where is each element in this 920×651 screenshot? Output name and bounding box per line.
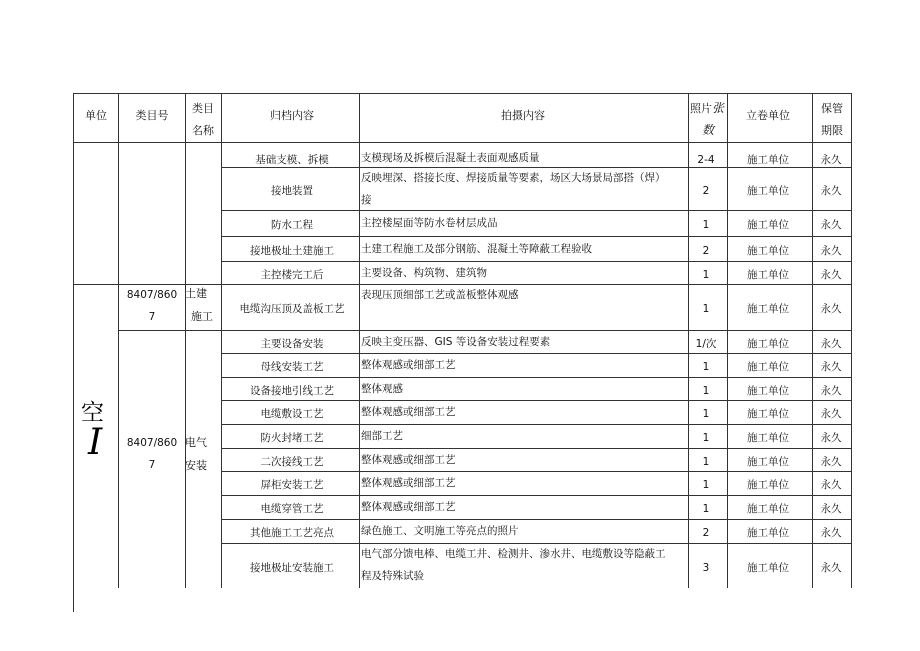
- row-photo-content: 整体观感或细部工艺: [361, 501, 456, 513]
- row-photo-content-cont: 接: [361, 194, 372, 206]
- row-photo-content: 土建工程施工及部分钢筋、混凝土等障蔽工程验收: [361, 242, 592, 255]
- row-photo-count: 3: [702, 561, 710, 574]
- grid-line-vertical: [118, 93, 119, 588]
- row-photo-count: 1: [702, 408, 710, 420]
- row-filing-unit: 施工单位: [747, 244, 789, 257]
- row-photo-count: 1: [702, 268, 710, 281]
- grid-line-horizontal: [221, 471, 851, 472]
- header-retention-line2: 期限: [821, 124, 843, 137]
- row-filing-unit: 施工单位: [747, 527, 789, 539]
- row-photo-count: 1: [702, 479, 710, 491]
- row-retention: 永久: [820, 384, 842, 397]
- row-retention: 永久: [820, 408, 842, 420]
- unit-mark-top: 空: [81, 400, 104, 426]
- row-filing-unit: 施工单位: [747, 153, 789, 166]
- row-archive-content: 电缆沟压顶及盖板工艺: [239, 303, 345, 315]
- row-filing-unit: 施工单位: [747, 561, 789, 574]
- header-archive-content: 归档内容: [270, 109, 314, 122]
- row-photo-count: 1: [702, 503, 710, 515]
- row-photo-content: 表现压顶细部工艺或盖板整体观感: [361, 289, 519, 301]
- grid-line-vertical: [185, 93, 186, 588]
- group-category-no-line1: 8407/860: [126, 289, 178, 301]
- row-filing-unit: 施工单位: [747, 268, 789, 281]
- grid-line-horizontal: [221, 519, 851, 520]
- row-photo-content: 主控楼屋面等防水卷材层成品: [361, 217, 498, 229]
- grid-line-horizontal: [221, 261, 851, 262]
- row-photo-content: 整体观感或细部工艺: [361, 406, 456, 418]
- row-photo-content: 细部工艺: [361, 430, 403, 442]
- header-filing-unit: 立卷单位: [746, 109, 790, 122]
- group-category-no-line1: 8407/860: [126, 437, 178, 449]
- row-retention: 永久: [820, 184, 842, 197]
- group-category-no-line2: 7: [148, 311, 156, 323]
- row-archive-content: 接地极址土建施工: [250, 244, 334, 257]
- grid-line-horizontal: [118, 330, 851, 331]
- header-retention-line1: 保管: [821, 102, 843, 115]
- row-filing-unit: 施工单位: [747, 219, 789, 231]
- row-archive-content: 电缆穿管工艺: [260, 503, 324, 515]
- header-category-name-line2: 名称: [192, 124, 214, 137]
- row-archive-content: 基础支模、拆模: [255, 153, 329, 166]
- row-photo-count: 2: [702, 244, 710, 257]
- header-photo-count-line2: 数: [701, 123, 715, 137]
- row-retention: 永久: [820, 268, 842, 281]
- row-photo-content: 整体观感或细部工艺: [361, 477, 456, 489]
- group-category-name-line2: 施工: [191, 310, 213, 323]
- row-filing-unit: 施工单位: [747, 432, 789, 444]
- row-filing-unit: 施工单位: [747, 408, 789, 420]
- grid-line-horizontal: [73, 93, 851, 94]
- row-filing-unit: 施工单位: [747, 479, 789, 491]
- group-category-no-line2: 7: [148, 459, 156, 471]
- row-filing-unit: 施工单位: [747, 337, 789, 350]
- row-photo-content: 整体观感或细部工艺: [361, 359, 456, 371]
- grid-line-horizontal: [221, 543, 851, 544]
- header-photo-count-b: 张: [712, 101, 725, 115]
- grid-line-horizontal: [221, 377, 851, 378]
- grid-line-horizontal: [221, 495, 851, 496]
- row-archive-content: 接地极址安装施工: [250, 561, 334, 574]
- header-category-name-line1: 类目: [192, 102, 214, 115]
- grid-line-vertical: [73, 93, 74, 612]
- row-retention: 永久: [820, 455, 842, 468]
- row-archive-content: 主要设备安装: [260, 337, 324, 350]
- group-category-name-line1: 电气: [185, 436, 207, 449]
- row-filing-unit: 施工单位: [747, 503, 789, 515]
- row-archive-content: 设备接地引线工艺: [250, 384, 334, 397]
- header-category-no: 类目号: [135, 109, 169, 122]
- grid-line-horizontal: [73, 284, 851, 285]
- row-retention: 永久: [820, 361, 842, 373]
- row-filing-unit: 施工单位: [747, 184, 789, 197]
- grid-line-vertical: [851, 93, 852, 588]
- row-photo-content: 反映埋深、搭接长度、焊接质量等要素，场区大场景局部搭（焊）: [361, 172, 666, 184]
- row-archive-content: 二次接线工艺: [260, 455, 324, 468]
- grid-line-horizontal: [221, 400, 851, 401]
- header-unit: 单位: [85, 109, 107, 122]
- row-photo-count: 1/次: [695, 337, 717, 350]
- row-photo-count: 1: [702, 361, 710, 373]
- row-archive-content: 主控楼完工后: [260, 268, 324, 281]
- unit-mark-bottom: I: [88, 422, 103, 463]
- row-photo-content: 主要设备、构筑物、建筑物: [361, 266, 487, 279]
- row-photo-count: 1: [702, 219, 710, 231]
- row-archive-content: 接地装置: [271, 184, 313, 197]
- header-photo-content: 拍摄内容: [501, 109, 545, 122]
- grid-line-horizontal: [221, 167, 851, 168]
- row-photo-content: 电气部分馈电棒、电缆工井、检测井、渗水井、电缆敷设等隐蔽工: [361, 548, 666, 560]
- row-photo-count: 1: [702, 432, 710, 444]
- row-photo-content: 反映主变压器、GIS 等设备安装过程要素: [361, 335, 551, 348]
- row-archive-content: 屏柜安装工艺: [260, 479, 324, 491]
- row-archive-content: 防水工程: [271, 219, 313, 231]
- grid-line-horizontal: [221, 210, 851, 211]
- row-archive-content: 防火封堵工艺: [260, 432, 324, 444]
- row-retention: 永久: [820, 337, 842, 350]
- group-category-name-line2: 安装: [185, 459, 207, 472]
- row-photo-count: 2: [702, 184, 710, 197]
- row-archive-content: 母线安装工艺: [260, 361, 324, 373]
- row-photo-count: 2-4: [697, 153, 715, 166]
- row-archive-content: 电缆敷设工艺: [260, 408, 324, 420]
- row-retention: 永久: [820, 527, 842, 539]
- row-photo-content: 整体观感或细部工艺: [361, 453, 456, 466]
- row-retention: 永久: [820, 561, 842, 574]
- grid-line-horizontal: [221, 448, 851, 449]
- row-retention: 永久: [820, 303, 842, 315]
- row-photo-content: 绿色施工、文明施工等亮点的照片: [361, 525, 519, 537]
- row-photo-count: 1: [702, 303, 710, 315]
- row-photo-count: 2: [702, 527, 710, 539]
- row-filing-unit: 施工单位: [747, 361, 789, 373]
- row-retention: 永久: [820, 244, 842, 257]
- row-filing-unit: 施工单位: [747, 455, 789, 468]
- row-filing-unit: 施工单位: [747, 303, 789, 315]
- row-retention: 永久: [820, 479, 842, 491]
- group-category-name-line1: 土建: [185, 287, 207, 300]
- row-retention: 永久: [820, 503, 842, 515]
- row-filing-unit: 施工单位: [747, 384, 789, 397]
- row-retention: 永久: [820, 153, 842, 166]
- row-photo-count: 1: [702, 455, 710, 468]
- header-photo-count-a: 照片: [690, 102, 712, 115]
- header-photo-count-line1: [690, 97, 724, 120]
- row-photo-content: 整体观感: [361, 382, 403, 395]
- row-photo-count: 1: [702, 384, 710, 397]
- row-photo-content: 支模现场及拆模后混凝土表面观感质量: [361, 151, 540, 164]
- grid-line-horizontal: [221, 236, 851, 237]
- grid-line-horizontal: [221, 353, 851, 354]
- row-retention: 永久: [820, 432, 842, 444]
- row-retention: 永久: [820, 219, 842, 231]
- grid-line-horizontal: [221, 424, 851, 425]
- row-photo-content-cont: 程及特殊试验: [361, 570, 424, 582]
- grid-line-horizontal: [73, 142, 851, 143]
- row-archive-content: 其他施工工艺亮点: [250, 527, 334, 539]
